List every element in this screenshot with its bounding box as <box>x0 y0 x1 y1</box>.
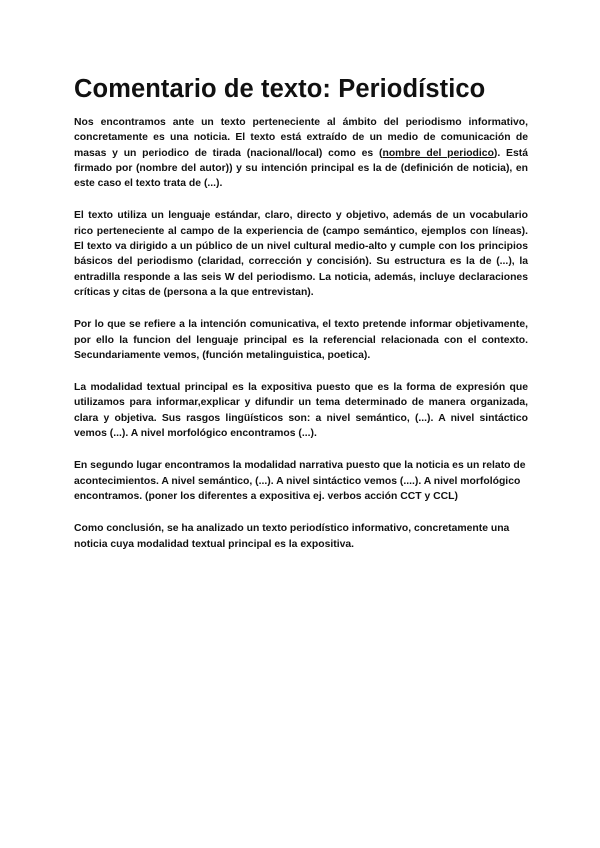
paragraph-expository-mode: La modalidad textual principal es la expositiva puesto que es la forma de expresión que utilizamos para informar,explicar y difundir un tema determinado de manera organizada, clara y objetiva. Sus rasgos lingüísticos son: a nivel semántico, (...). A nivel sintáctico vemos (...). A nivel morfológico encontramos (...). <box>74 382 528 440</box>
paragraph-introduction-text-end: ). Está firmado por (nombre del autor)) y su intención principal es la de (definición de noticia), en este caso el texto trata de (...). <box>74 147 529 190</box>
paragraph-introduction-text-start: Nos encontramos ante un texto perteneciente al ámbito del periodismo informativo, concretamente es una noticia. El texto está extraído de un medio de comunicación de masas y un periodico de tirada (nacional/local) como es ( <box>74 117 528 159</box>
paragraph-introduction <box>74 115 528 191</box>
paragraph-conclusion: Como conclusión, se ha analizado un texto periodístico informativo, concretamente una noticia cuya modalidad textual principal es la expositiva. <box>74 523 510 550</box>
page-title: Comentario de texto: Periodístico <box>74 75 486 103</box>
paragraph-intention: Por lo que se refiere a la intención comunicativa, el texto pretende informar objetivamente, por ello la funcion del lenguaje principal es la referencial relacionada con el contexto. Secundariamente vemos, (función metalinguistica, poetica). <box>74 319 528 361</box>
paragraph-language: El texto utiliza un lenguaje estándar, claro, directo y objetivo, además de un vocabulario rico perteneciente al campo de la experiencia de (campo semántico, ejemplos con líneas). El texto va dirigido a un público de un nivel cultural medio-alto y cumple con los principios básicos del periodismo (claridad, corrección y concisión). Su estructura es la de (...), la entradilla responde a las seis W del periodismo. La noticia, además, incluye declaraciones críticas y citas de (persona a la que entrevistan). <box>74 210 528 298</box>
paragraph-narrative-mode: En segundo lugar encontramos la modalidad narrativa puesto que la noticia es un relato de acontecimientos. A nivel semántico, (...). A nivel sintáctico vemos (....). A nivel morfológico encontramos. (poner los diferentes a expositiva ej. verbos acción CCT y CCL) <box>74 460 526 502</box>
document-body <box>74 74 528 569</box>
newspaper-name-placeholder: nombre del periodico <box>382 147 494 159</box>
